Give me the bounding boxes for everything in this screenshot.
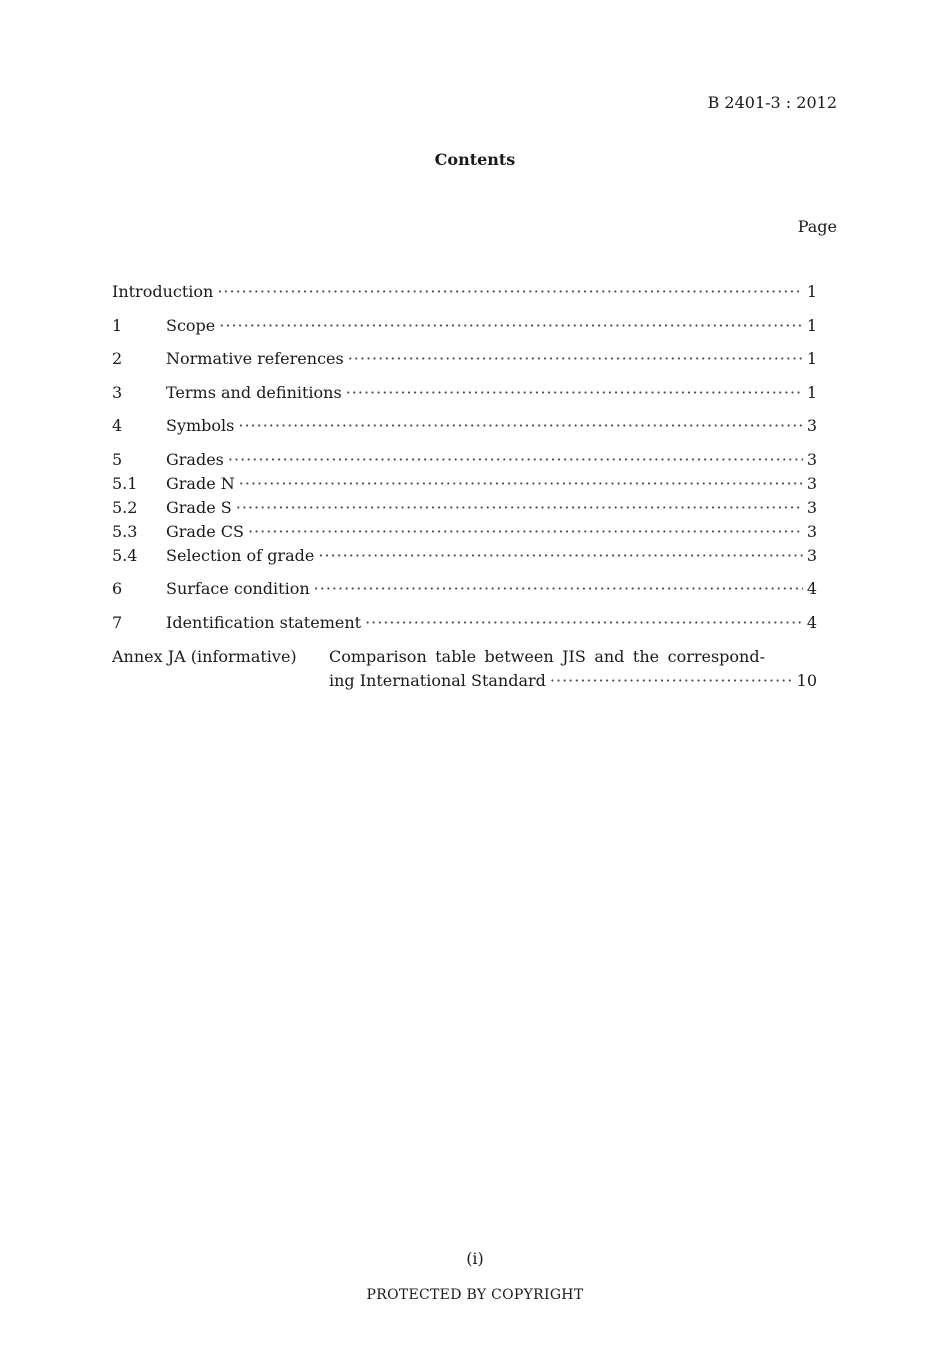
- toc-entry-page: 3: [806, 474, 817, 493]
- document-id: B 2401-3 : 2012: [707, 93, 837, 112]
- toc-entry-label: Normative references: [166, 349, 344, 368]
- annex-title: [329, 645, 817, 693]
- toc-entry-label: Grade S: [166, 498, 232, 517]
- toc-entry-label: Scope: [166, 316, 216, 335]
- page-number: (i): [466, 1249, 484, 1268]
- dot-leader: [239, 472, 803, 496]
- toc-entry-label: Grade N: [166, 474, 235, 493]
- toc-entry-number: 5.3: [112, 522, 138, 541]
- dot-leader: [346, 381, 803, 405]
- annex-title-line-1: Comparison table between JIS and the correspond-: [329, 647, 765, 666]
- toc-entry-symbols[interactable]: [112, 414, 817, 438]
- toc-entry-number: 5.4: [112, 546, 138, 565]
- annex-identifier: Annex JA (informative): [112, 647, 297, 666]
- toc-entry-label: Grades: [166, 450, 224, 469]
- toc-entry-page: 4: [806, 579, 817, 598]
- annex-page: 10: [796, 671, 817, 690]
- dot-leader: [365, 611, 803, 635]
- dot-leader: [236, 496, 803, 520]
- toc-entry-number: 3: [112, 383, 123, 402]
- annex-title-line-2-row: [329, 669, 817, 693]
- dot-leader: [348, 347, 803, 371]
- toc-entry-number: 4: [112, 416, 123, 435]
- toc-entry-grade-cs[interactable]: [112, 520, 817, 544]
- toc-entry-grade-n[interactable]: [112, 472, 817, 496]
- toc-entry-surface-condition[interactable]: [112, 577, 817, 601]
- toc-entry-number: 5: [112, 450, 123, 469]
- toc-entry-label: Grade CS: [166, 522, 244, 541]
- toc-entry-label: Identification statement: [166, 613, 362, 632]
- toc-entry-page: 3: [806, 450, 817, 469]
- toc-entry-page: 3: [806, 546, 817, 565]
- page-title: Contents: [434, 150, 516, 169]
- dot-leader: [318, 544, 802, 568]
- toc-entry-label: Symbols: [166, 416, 235, 435]
- dot-leader: [314, 577, 803, 601]
- dot-leader: [238, 414, 802, 438]
- toc-entry-number: 1: [112, 316, 123, 335]
- toc-entry-number: 6: [112, 579, 123, 598]
- toc-entry-label: Surface condition: [166, 579, 310, 598]
- toc-entry-scope[interactable]: [112, 314, 817, 338]
- toc-entry-page: 1: [806, 349, 817, 368]
- toc-entry-page: 3: [806, 522, 817, 541]
- annex-title-line-2: ing International Standard: [329, 671, 546, 690]
- dot-leader: [219, 314, 803, 338]
- toc-entry-normative-references[interactable]: [112, 347, 817, 371]
- toc-entry-label: Selection of grade: [166, 546, 315, 565]
- copyright-notice: PROTECTED BY COPYRIGHT: [366, 1287, 584, 1303]
- dot-leader: [248, 520, 803, 544]
- toc-entry-page: 3: [806, 416, 817, 435]
- page-column-label: Page: [797, 217, 837, 236]
- toc-entry-grades[interactable]: [112, 448, 817, 472]
- toc-entry-number: 5.2: [112, 498, 138, 517]
- toc-entry-number: 7: [112, 613, 123, 632]
- toc-entry-page: 3: [806, 498, 817, 517]
- toc-entry-label: Introduction: [112, 282, 214, 301]
- toc-entry-selection-of-grade[interactable]: [112, 544, 817, 568]
- toc-entry-number: 2: [112, 349, 123, 368]
- toc-entry-introduction[interactable]: [112, 280, 817, 304]
- dot-leader: [217, 280, 802, 304]
- dot-leader: [228, 448, 803, 472]
- toc-entry-page: 1: [806, 316, 817, 335]
- toc-entry-grade-s[interactable]: [112, 496, 817, 520]
- toc-entry-terms-and-definitions[interactable]: [112, 381, 817, 405]
- toc-entry-label: Terms and definitions: [166, 383, 342, 402]
- toc-entry-page: 1: [806, 282, 817, 301]
- toc-entry-number: 5.1: [112, 474, 138, 493]
- toc-entry-page: 1: [806, 383, 817, 402]
- toc-entry-identification-statement[interactable]: [112, 611, 817, 635]
- toc-entry-page: 4: [806, 613, 817, 632]
- dot-leader: [550, 669, 793, 693]
